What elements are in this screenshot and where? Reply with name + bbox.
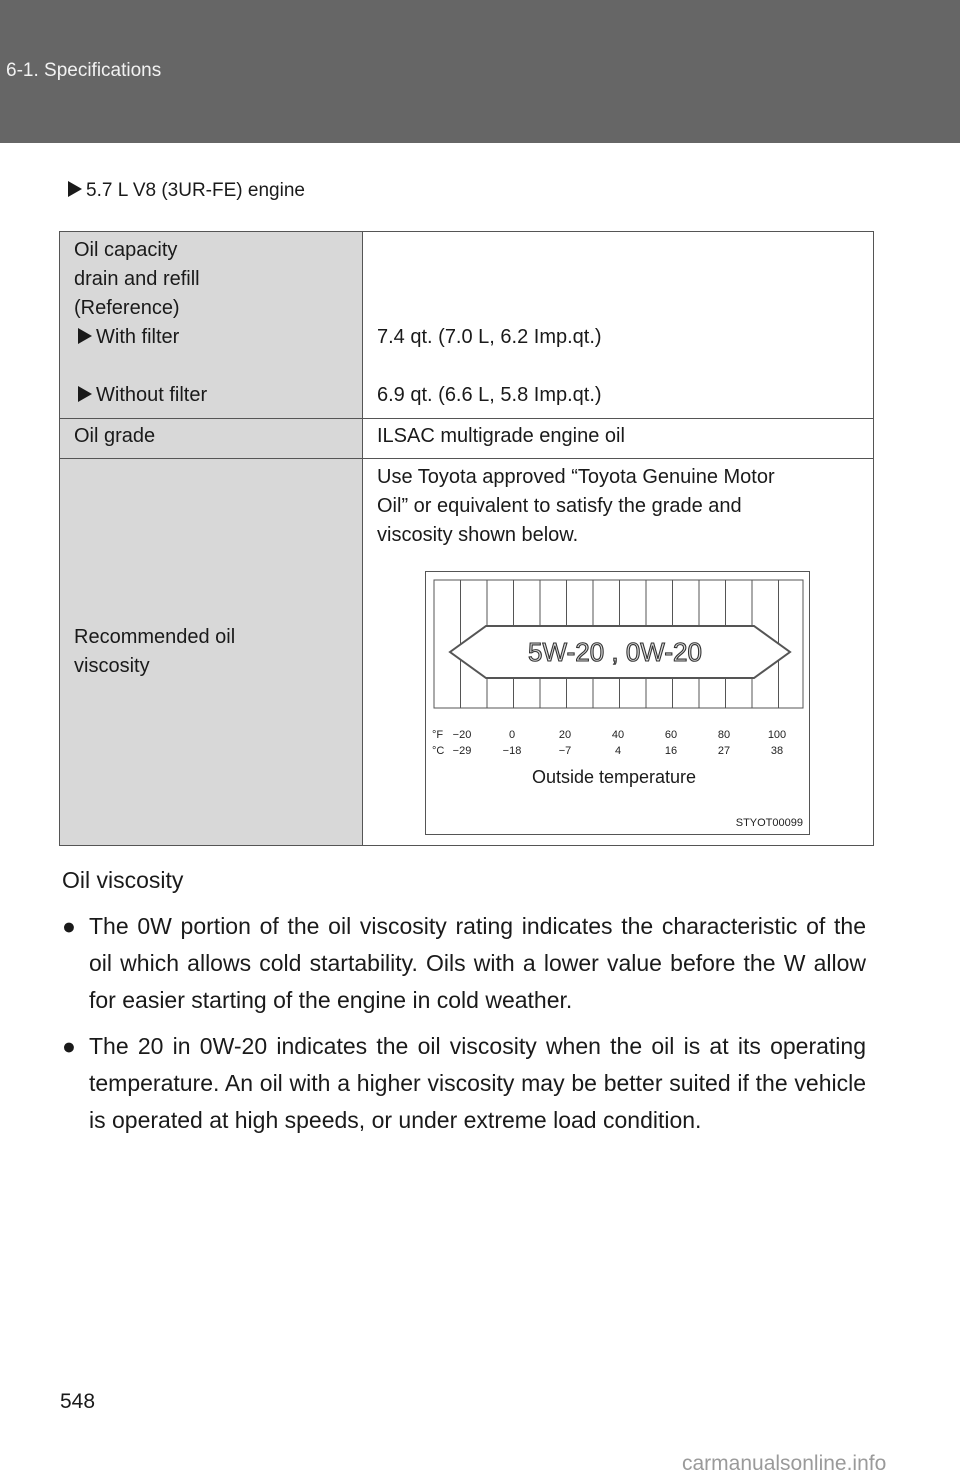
capacity-label-line-2: drain and refill [74, 268, 200, 290]
watermark: carmanualsonline.info [682, 1452, 887, 1475]
c-tick-5: 16 [664, 745, 678, 757]
f-tick-2: 0 [508, 729, 516, 741]
f-unit-label: °F [432, 729, 444, 741]
capacity-label-line-3: (Reference) [74, 297, 180, 319]
bullet-dot-icon: ● [62, 913, 76, 939]
page-header [0, 0, 960, 143]
grade-label: Oil grade [74, 425, 156, 448]
grade-value: ILSAC multigrade engine oil [377, 425, 625, 448]
with-filter-label-text: With filter [96, 326, 180, 348]
viscosity-text-line-3: viscosity shown below. [377, 524, 579, 547]
f-tick-4: 40 [611, 729, 625, 741]
bullet-dot-icon: ● [62, 1033, 76, 1059]
body-text [62, 862, 866, 1139]
capacity-label-line-1: Oil capacity [74, 239, 178, 261]
table-row-capacity [60, 232, 874, 419]
without-filter-label-text: Without filter [96, 384, 208, 406]
f-tick-6: 80 [717, 729, 731, 741]
diagram-caption: Outside temperature [531, 767, 697, 787]
c-tick-3: −7 [558, 745, 572, 757]
c-unit-label: °C [432, 745, 445, 757]
section-title: 6-1. Specifications [6, 60, 162, 81]
bullet-item-1 [62, 908, 866, 1019]
c-tick-1: −29 [452, 745, 472, 757]
diagram-code: STYOT00099 [735, 817, 803, 829]
capacity-value-cell [363, 232, 874, 419]
viscosity-diagram [425, 571, 810, 835]
viscosity-text-line-1: Use Toyota approved “Toyota Genuine Motor [377, 466, 775, 489]
grade-label-cell [60, 419, 363, 459]
f-tick-5: 60 [664, 729, 678, 741]
viscosity-label-line-1: Recommended oil [74, 626, 236, 649]
f-tick-7: 100 [767, 729, 787, 741]
engine-heading-text: 5.7 L V8 (3UR-FE) engine [86, 180, 305, 201]
body-heading: Oil viscosity [62, 867, 184, 893]
viscosity-label-line-2: viscosity [74, 655, 150, 678]
bullet-text-1: The 0W portion of the oil viscosity rating indicates the characteristic of the oil which allows cold startability. Oils with a lower value before the W allow for easier starting of the engine in cold weather. [89, 913, 866, 1013]
engine-heading [68, 180, 305, 202]
grade-value-cell [363, 419, 874, 459]
triangle-bullet-icon [78, 328, 92, 344]
triangle-bullet-icon [78, 386, 92, 402]
capacity-label-cell [60, 232, 363, 419]
bullet-item-2 [62, 1028, 866, 1139]
viscosity-diagram-svg [426, 572, 809, 834]
with-filter-value: 7.4 qt. (7.0 L, 6.2 Imp.qt.) [377, 326, 602, 348]
viscosity-band-label: 5W-20 , 0W-20 [528, 637, 702, 667]
f-tick-3: 20 [558, 729, 572, 741]
page-number: 548 [60, 1390, 96, 1413]
bullet-text-2: The 20 in 0W-20 indicates the oil viscosity when the oil is at its operating temperature. An oil with a higher viscosity may be better suited if the vehicle is operated at high speeds, or under extreme load condition. [89, 1033, 866, 1133]
without-filter-value: 6.9 qt. (6.6 L, 5.8 Imp.qt.) [377, 384, 602, 406]
with-filter-label [74, 323, 348, 352]
triangle-bullet-icon [68, 181, 82, 197]
c-tick-2: −18 [502, 745, 522, 757]
without-filter-label [74, 381, 348, 410]
c-tick-4: 4 [614, 745, 622, 757]
table-row-grade [60, 419, 874, 459]
viscosity-text-line-2: Oil” or equivalent to satisfy the grade and [377, 495, 742, 518]
c-tick-7: 38 [770, 745, 784, 757]
viscosity-label-cell [60, 459, 363, 846]
f-tick-1: −20 [452, 729, 472, 741]
c-tick-6: 27 [717, 745, 731, 757]
